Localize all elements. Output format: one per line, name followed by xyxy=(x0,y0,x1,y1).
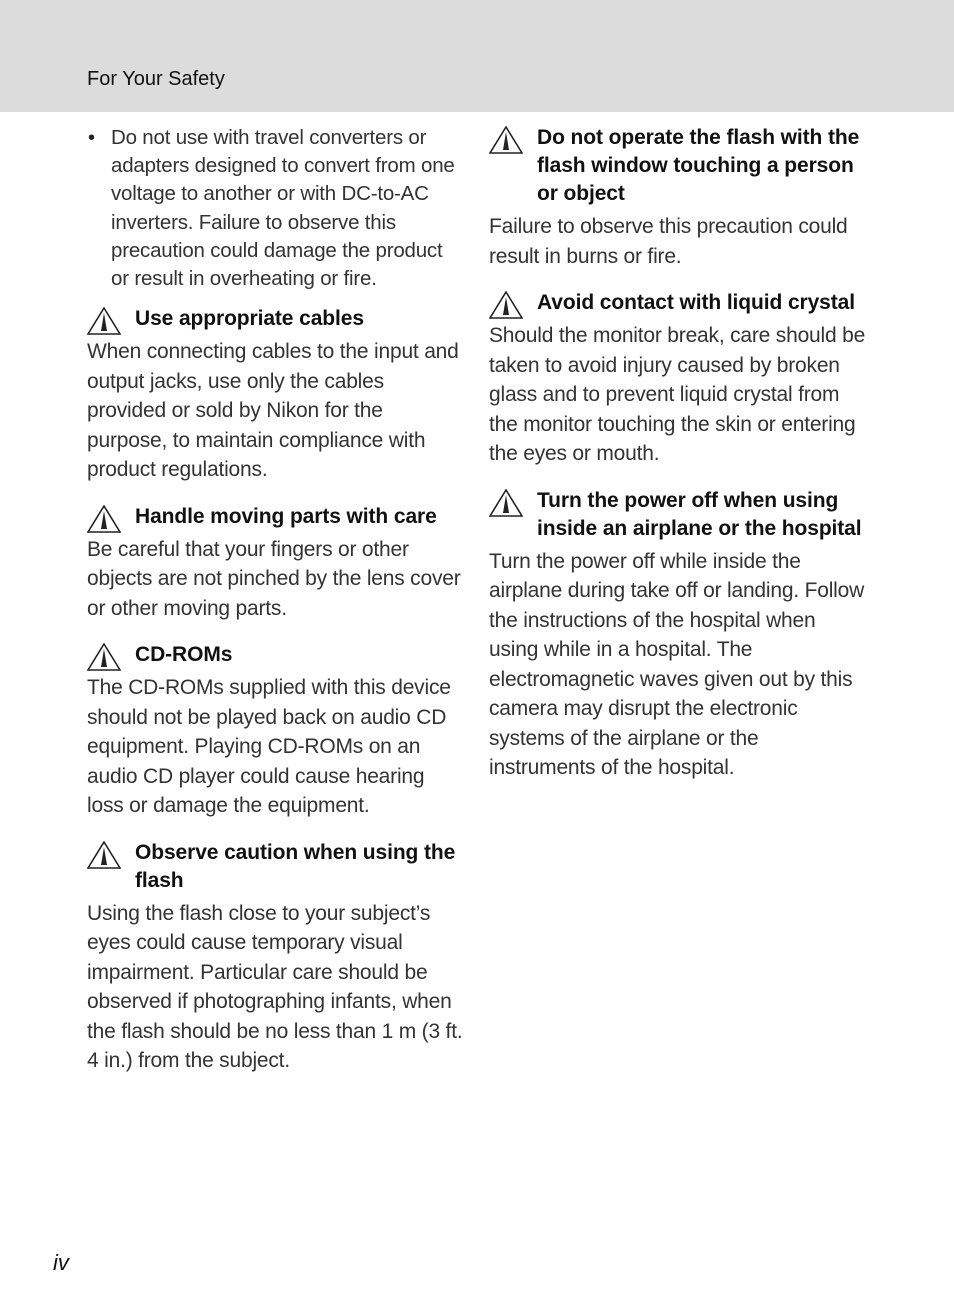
bullet-dot-icon: • xyxy=(88,127,95,149)
section-liquid-crystal xyxy=(489,289,867,469)
section-title: Do not operate the flash with the flash window touching a person or object xyxy=(537,126,860,205)
section-title: Observe caution when using the flash xyxy=(135,840,456,892)
section-title: Use appropriate cables xyxy=(135,307,364,331)
section-body: When connecting cables to the input and output jacks, use only the cables provided or sold by Nikon for the purpose, to maintain compliance with product regulations. xyxy=(87,340,459,482)
section-title: CD-ROMs xyxy=(135,643,233,667)
section-moving-parts xyxy=(87,503,465,624)
section-heading xyxy=(87,641,465,669)
warning-triangle-icon xyxy=(489,291,523,319)
warning-triangle-icon xyxy=(87,505,121,533)
section-title: Turn the power off when using inside an airplane or the hospital xyxy=(537,488,862,540)
section-caution-flash xyxy=(87,839,465,1076)
section-heading xyxy=(87,839,465,895)
warning-triangle-icon xyxy=(87,307,121,335)
section-heading xyxy=(489,124,867,208)
warning-triangle-icon xyxy=(489,489,523,517)
section-title: Handle moving parts with care xyxy=(135,504,437,528)
section-body: Using the flash close to your subject’s eyes could cause temporary visual impairment. Particular care should be observed if photographing infants, when the flash should be no less than 1 m (3 ft. 4 in.) from the subject. xyxy=(87,901,463,1073)
warning-triangle-icon xyxy=(87,841,121,869)
header-band xyxy=(0,0,954,112)
section-heading xyxy=(489,487,867,543)
page-number: iv xyxy=(53,1250,69,1275)
section-appropriate-cables xyxy=(87,305,465,485)
section-body: Failure to observe this precaution could result in burns or fire. xyxy=(489,215,848,268)
warning-triangle-icon xyxy=(489,126,523,154)
section-cd-roms xyxy=(87,641,465,821)
section-airplane-hospital xyxy=(489,487,867,783)
bullet-item xyxy=(87,124,465,293)
section-body: Be careful that your fingers or other objects are not pinched by the lens cover or other moving parts. xyxy=(87,537,461,620)
section-flash-window xyxy=(489,124,867,271)
warning-triangle-icon xyxy=(87,643,121,671)
section-body: Turn the power off while inside the airplane during take off or landing. Follow the instructions of the hospital when using while in a hospital. The electromagnetic waves given out by this camera may disrupt the electronic systems of the airplane or the instruments of the hospital. xyxy=(489,549,865,779)
section-body: Should the monitor break, care should be taken to avoid injury caused by broken glass and to prevent liquid crystal from the monitor touching the skin or entering the eyes or mouth. xyxy=(489,324,866,465)
bullet-text: Do not use with travel converters or adapters designed to convert from one voltage to another or with DC-to-AC inverters. Failure to observe this precaution could damage the product or result in overheating or fire. xyxy=(111,126,455,291)
section-heading xyxy=(489,289,867,317)
section-heading xyxy=(87,305,465,333)
page-header-title: For Your Safety xyxy=(87,68,225,90)
left-column xyxy=(87,124,465,1094)
section-body: The CD-ROMs supplied with this device should not be played back on audio CD equipment. Playing CD-ROMs on an audio CD player could cause hearing loss or damage the equipment. xyxy=(87,676,451,818)
section-heading xyxy=(87,503,465,531)
right-column xyxy=(489,124,867,801)
section-title: Avoid contact with liquid crystal xyxy=(537,291,855,314)
